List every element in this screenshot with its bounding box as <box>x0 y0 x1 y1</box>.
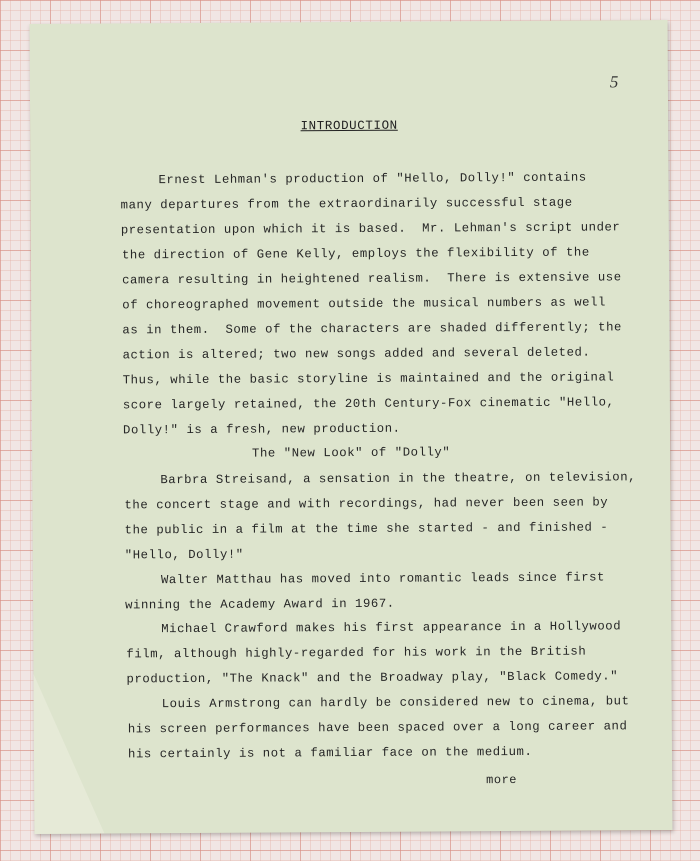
page-number: 5 <box>609 72 619 92</box>
intro-line: action is altered; two new songs added and several deleted. <box>122 345 591 363</box>
intro-line: camera resulting in heightened realism. There is extensive use <box>122 270 622 288</box>
intro-line: as in them. Some of the characters are shaded differently; the <box>122 320 623 338</box>
page-title: INTRODUCTION <box>300 118 398 134</box>
page-fold-shadow <box>34 674 105 834</box>
armstrong-line: his certainly is not a familiar face on the medium. <box>127 744 533 762</box>
intro-line: Thus, while the basic storyline is maintained and the original <box>122 370 615 388</box>
section-subheading: The "New Look" of "Dolly" <box>251 445 451 461</box>
intro-line: score largely retained, the 20th Century-Fox cinematic "Hello, <box>122 395 615 413</box>
intro-line: presentation upon which it is based. Mr. Lehman's script under <box>120 220 621 238</box>
streisand-line: "Hello, Dolly!" <box>124 547 244 563</box>
intro-line: of choreographed movement outside the musical numbers as well <box>122 295 606 313</box>
streisand-line: the public in a film at the time she started - and finished - <box>124 520 609 538</box>
intro-line: Ernest Lehman's production of "Hello, Dolly!" contains <box>158 170 587 188</box>
matthau-line: Walter Matthau has moved into romantic leads since first <box>160 570 606 588</box>
intro-line: Dolly!" is a fresh, new production. <box>122 421 401 438</box>
continuation-note: more <box>486 772 518 788</box>
matthau-line: winning the Academy Award in 1967. <box>125 596 395 613</box>
crawford-line: Michael Crawford makes his first appearance in a Hollywood <box>161 619 622 637</box>
streisand-line: Barbra Streisand, a sensation in the theatre, on television, <box>160 470 637 488</box>
crawford-line: film, although highly-regarded for his work in the British <box>126 644 587 662</box>
intro-line: the direction of Gene Kelly, employs the flexibility of the <box>121 245 590 263</box>
intro-line: many departures from the extraordinarily successful stage <box>120 195 573 213</box>
streisand-line: the concert stage and with recordings, had never been seen by <box>124 495 609 513</box>
typed-page <box>30 20 673 834</box>
armstrong-line: his screen performances have been spaced over a long career and <box>127 719 628 737</box>
armstrong-line: Louis Armstrong can hardly be considered new to cinema, but <box>161 694 630 712</box>
crawford-line: production, "The Knack" and the Broadway play, "Black Comedy." <box>126 669 619 687</box>
